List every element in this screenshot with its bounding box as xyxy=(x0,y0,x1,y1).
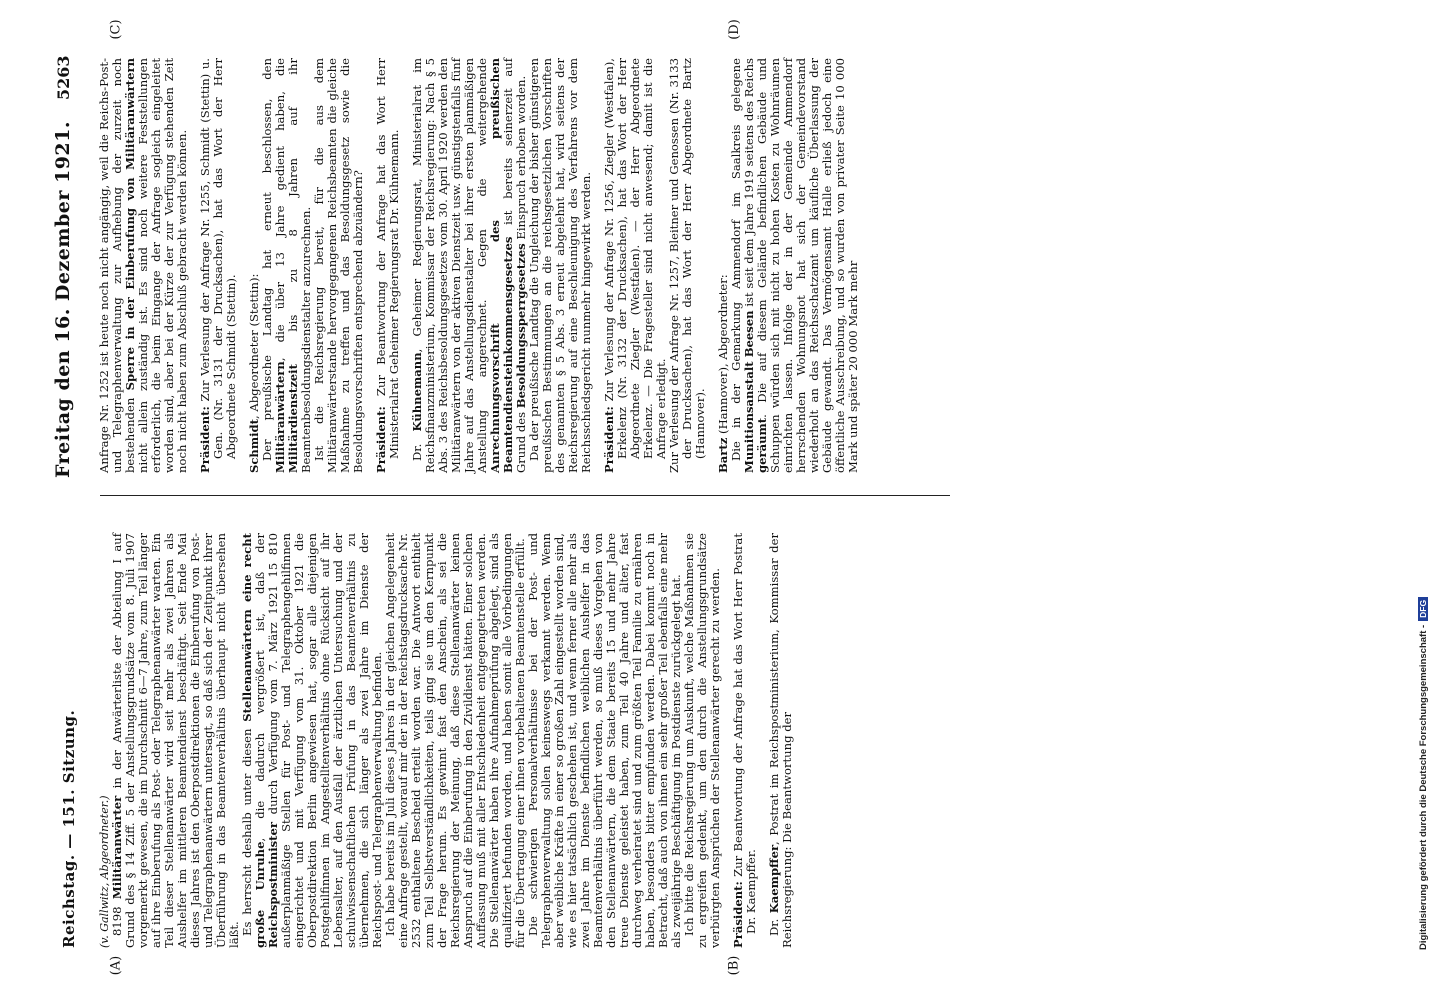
speech: Dr. Kühnemann, Geheimer Regierungsrat, Ministerialrat im Reichsfinanzministerium, Kommissar der Reichsregierung: Nach § 5 Abs. 3 des Reichsbesoldungsgesetzes vom 30. April 1920 werden den Militäranwärtern von der aktiven Dienstzeit usw. günstigstenfalls fünf Jahre auf das Anstellungsdienstalter bei ihrer ersten planmäßigen Anstellung angerechnet. Gegen die weitergehende Anrechnungsvorschrift des preußischen Beamtendiensteinkommensgesetzes ist bereits seinerzeit auf Grund des Besoldungssperrgesetzes Einspruch erhoben worden. xyxy=(410,58,528,473)
page-header xyxy=(52,55,88,948)
paragraph: 8198 Militäranwärter in der Anwärterliste der Abteilung I auf Grund des § 14 Ziff. 5 der Anstellungsgrundsätze vom 8. Juli 1907 vorgemerkt gewesen, die im Durchschnitt 6—7 Jahre, zum Teil länger auf ihre Einberufung als Post- oder Telegraphenanwärter warten. Ein Teil dieser Stellenanwärter wird seit mehr als zwei Jahren als Aushelfer im mittleren Beamtendienst beschäftigt. Seit Ende Mai dieses Jahres ist den Oberpostdirektionen die Einberufung von Post- und Telegraphenanwärtern untersagt, so daß sich der Zeitpunkt ihrer Überführung in das Beamtenverhältnis überhaupt nicht übersehen läßt. xyxy=(110,533,241,948)
paragraph: Ich bitte die Reichsregierung um Auskunft, welche Maßnahmen sie zu ergreifen gedenkt, um den durch die Anstellungsgrundsätze verbürgten Ansprüchen der Stellenanwärter gerecht zu werden. xyxy=(682,533,722,948)
column-divider xyxy=(100,495,950,496)
digitization-credit: Digitalisierung gefördert durch die Deutsche Forschungsgemeinschaft -DFG xyxy=(1418,920,1428,950)
header-left: Reichstag. — 151. Sitzung. xyxy=(60,709,78,948)
rotated-page xyxy=(52,55,1332,948)
president-remark: Präsident: Zur Beantwortung der Anfrage hat das Wort Herr Postrat Dr. Kaempffer. xyxy=(731,533,758,948)
president-remark: Präsident: Zur Beantwortung der Anfrage hat das Wort Herr Ministerialrat Geheimer Regierungsrat Dr. Kühnemann. xyxy=(374,58,401,473)
president-remark: Zur Verlesung der Anfrage Nr. 1257, Bleitner und Genossen (Nr. 3133 der Drucksachen), hat das Wort der Herr Abgeordnete Bartz (Hannover). xyxy=(667,58,707,473)
right-column xyxy=(98,58,860,473)
paragraph: Da der preußische Landtag die Ungleichung der bisher günstigeren preußischen Bestimmungen an die reichsgesetzlichen Vorschriften des genannten § 5 Abs. 3 erneut abgelehnt hat, wird seitens der Reichsregierung auf eine Beschleunigung des Verfahrens vor dem Reichsschiedsgericht nunmehr hingewirkt werden. xyxy=(527,58,593,473)
dfg-logo: DFG xyxy=(1418,597,1428,621)
paragraph: Ist die Reichsregierung bereit, für die aus dem Militäranwärterstande hervorgegangenen Reichsbeamten die gleiche Maßnahme zu treffen und das Besoldungsgesetz sowie die Besoldungsvorschriften entsprechend abzuändern? xyxy=(312,58,365,473)
speech: Die in der Gemarkung Ammendorf im Saalkreis gelegene Munitionsanstalt Beesen ist seit dem Jahre 1919 seitens des Reichs geräumt. Die auf diesem Gelände befindlichen Gebäude und Schuppen würden sich mit nicht zu hohen Kosten zu Wohnräumen einrichten lassen. Infolge der in der Gemeinde Ammendorf herrschenden Wohnungsnot hat sich der Gemeindevorstand wiederholt an das Reichsschatzamt um käufliche Überlassung der Gebäude gewandt. Das Vermögensamt Halle erließ jedoch eine öffentliche Ausschreibung, und so wurden von privater Seite 10 000 Mark und später 20 000 Mark mehr xyxy=(729,58,860,473)
margin-marker-d: (D) xyxy=(726,19,742,40)
speech: Dr. Kaempffer, Postrat im Reichspostministerium, Kommissar der Reichsregierung: Die Beantwortung der xyxy=(767,533,794,948)
margin-marker-a: (A) xyxy=(108,955,124,976)
paragraph: Ich habe bereits im Juli dieses Jahres in der gleichen Angelegenheit eine Anfrage gestellt, worauf mir der in der Reichstagsdrucksache Nr. 2532 enthaltene Bescheid erteilt worden war. Die Antwort enthielt zum Teil Selbstverständlichkeiten, teils ging sie um den Kernpunkt der Frage herum. Es gewinnt fast den Anschein, als sei die Reichsregierung der Meinung, daß diese Stellenanwärter keinen Anspruch auf die Einberufung in den Zivildienst hätten. Einer solchen Auffassung muß mit aller Entschiedenheit entgegengetreten werden. Die Stellenanwärter haben ihre Aufnahmeprüfung abgelegt, sind als qualifiziert befunden worden, und haben somit alle Vorbedingungen für die Übertragung einer ihnen vorbehaltenen Beamtenstelle erfüllt. xyxy=(383,533,527,948)
header-date: Freitag den 16. Dezember 1921. xyxy=(52,121,74,478)
page-number: 5263 xyxy=(54,55,73,100)
speaker-name: Bartz (Hannover), Abgeordneter: xyxy=(716,274,730,473)
paragraph: Anfrage Nr. 1252 ist heute noch nicht angängig, weil die Reichs-Post- und Telegraphenverwaltung zur Aufhebung der zurzeit noch bestehenden Sperre in der Einberufung von Militäranwärtern nicht allein zuständig ist. Es sind noch weitere Feststellungen erforderlich, die beim Eingange der Anfrage sogleich eingeleitet worden sind, aber bei der Kürze der zur Verfügung stehenden Zeit noch nicht haben zum Abschluß gebracht werden können. xyxy=(97,57,189,473)
margin-marker-b: (B) xyxy=(726,955,742,976)
paragraph: Der preußische Landtag hat erneut beschlossen, den Militäranwärtern, die über 13 Jahre gedient haben, die Militärdienstzeit bis zu 8 Jahren auf ihr Beamtenbesoldungsdienstalter anzurechnen. xyxy=(260,58,313,473)
president-remark: Präsident: Zur Verlesung der Anfrage Nr. 1256, Ziegler (Westfalen), Erkelenz (Nr. 3132 der Drucksachen), hat das Wort der Herr Abgeordnete Ziegler (Westfalen). — der Herr Abgeordnete Erkelenz. — Die Fragesteller sind nicht anwesend; damit ist die Anfrage erledigt. xyxy=(602,58,668,473)
margin-marker-c: (C) xyxy=(108,19,124,40)
paragraph: Die schwierigen Personalverhältnisse bei der Post- und Telegraphenverwaltung sollen keineswegs verkannt werden. Wenn aber weibliche Kräfte in einer so großen Zahl eingestellt worden sind, wie es hier tatsächlich geschehen ist, und wenn ferner alle mehr als zwei Jahre im Dienste befindlichen weiblichen Aushelfer in das Beamtenverhältnis überführt werden, so muß dieses Vorgehen von den Stellenanwärtern, die dem Staate bereits 15 und mehr Jahre treue Dienste geleistet haben, zum Teil 40 Jahre und älter, fast durchweg verheiratet sind und zum größten Teil Familie zu ernähren haben, besonders bitter empfunden werden. Dabei kommt noch in Betracht, daß auch von ihnen ein sehr großer Teil ebenfalls eine mehr als zweijährige Beschäftigung im Postdienste zurückgelegt hat. xyxy=(526,533,683,948)
president-remark: Präsident: Zur Verlesung der Anfrage Nr. 1255, Schmidt (Stettin) u. Gen. (Nr. 3131 der Drucksachen), hat das Wort der Herr Abgeordnete Schmidt (Stettin). xyxy=(198,58,238,473)
paragraph: Es herrscht deshalb unter diesen Stellenanwärtern eine recht große Unruhe, die dadurch vergrößert ist, daß der Reichspostminister durch Verfügung vom 7. März 1921 15 810 außerplanmäßige Stellen für Post- und Telegraphengehilfinnen eingerichtet und mit Verfügung vom 31. Oktober 1921 die Oberpostdirektion Berlin angewiesen hat, sogar alle diejenigen Postgehilfinnen im Angestelltenverhältnis ohne Rücksicht auf ihr Lebensalter, auf den Ausfall der ärztlichen Untersuchung und der schulwissenschaftlichen Prüfung in das Beamtenverhältnis zu übernehmen, die sich länger als zwei Jahre im Dienste der Reichspost- und Telegraphenverwaltung befinden. xyxy=(240,533,384,948)
speaker-tag: (v. Gallwitz, Abgeordneter.) xyxy=(98,795,111,948)
left-column xyxy=(98,533,794,948)
speaker-name: Schmidt, Abgeordneter (Stettin): xyxy=(247,273,261,473)
